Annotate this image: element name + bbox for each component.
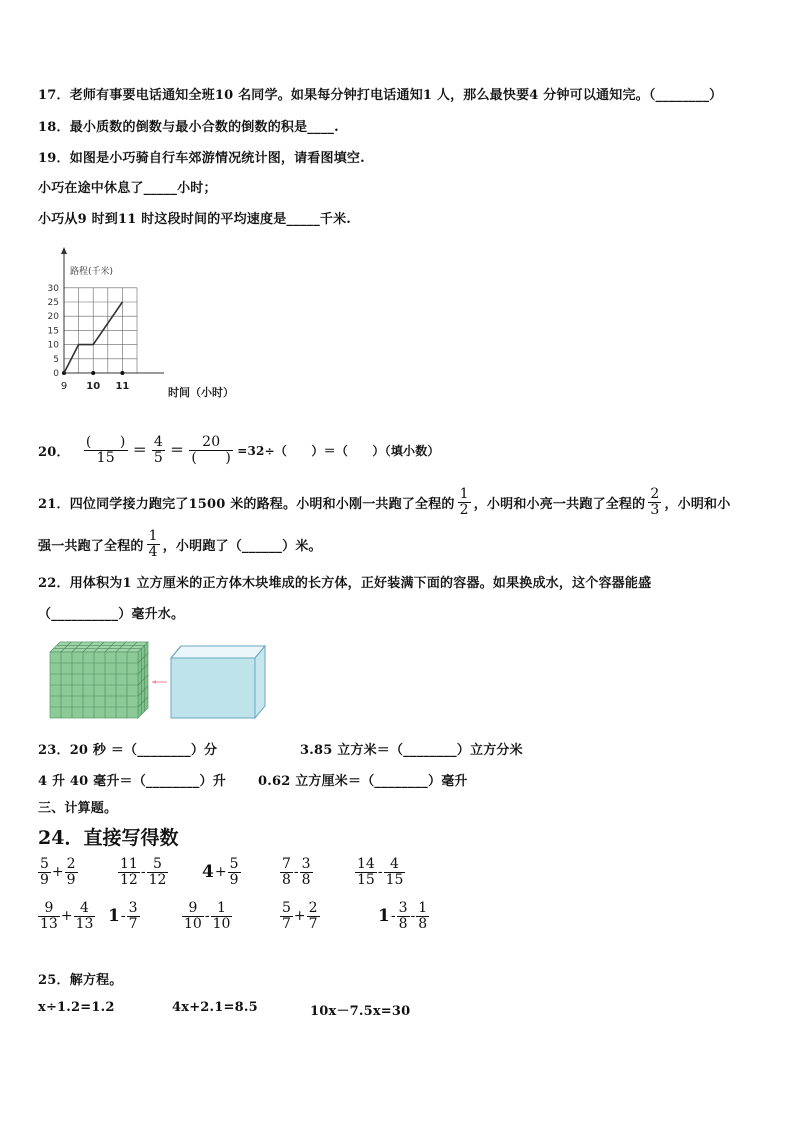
- operator: -: [204, 908, 210, 925]
- y-tick-label: 0: [53, 369, 59, 379]
- fraction: $\frac{5}{12}$: [148, 856, 167, 888]
- fraction: $\frac{11}{12}$: [120, 856, 138, 888]
- block-stack-and-container-figure: [46, 640, 276, 726]
- expression: [280, 857, 313, 887]
- expression: [280, 901, 320, 931]
- operator: -: [377, 864, 383, 881]
- expression: [202, 857, 241, 887]
- expression: [38, 901, 95, 931]
- section-3-title: 三、计算题。: [38, 801, 118, 816]
- expression: [108, 901, 140, 931]
- fraction: $\frac{9}{13}$: [40, 900, 58, 932]
- operator: -: [120, 908, 126, 925]
- fraction: $\frac{4}{13}$: [75, 900, 94, 932]
- fraction: $\frac{2}{9}$: [66, 856, 76, 888]
- question-22: 22．用体积为1 立方厘米的正方体木块堆成的长方体，正好装满下面的容器。如果换成水，这个容器能盛: [38, 576, 652, 591]
- question-19-blank-2: 小巧从9 时到11 时这段时间的平均速度是_____千米.: [38, 212, 352, 227]
- y-tick-label: 10: [47, 340, 59, 351]
- question-22-blank: （__________）毫升水。: [38, 607, 185, 622]
- operator: +: [214, 864, 227, 881]
- fraction: $\frac{1}{8}$: [418, 900, 428, 932]
- question-17: 17．老师有事要电话通知全班10 名同学。如果每分钟打电话通知1 人，那么最快要4 分钟可以通知完。（________）: [38, 88, 723, 103]
- x-tick-label: 11: [115, 381, 130, 392]
- q21-fraction-two-thirds: $\frac{2}{3}$: [650, 485, 660, 518]
- q21-fraction-quarter: $\frac{1}{4}$: [148, 527, 158, 560]
- fraction: $\frac{14}{15}$: [357, 856, 375, 888]
- question-18: 18．最小质数的倒数与最小合数的倒数的积是____.: [38, 120, 339, 135]
- container: [171, 646, 265, 718]
- equation-1: x÷1.2=1.2: [38, 1000, 115, 1015]
- chart-y-label: 路程(千米): [70, 267, 114, 277]
- whole-number: 1: [108, 906, 120, 927]
- y-tick-label: 20: [47, 312, 59, 323]
- chart-axes: [61, 247, 164, 373]
- question-24-title: 24．直接写得数: [38, 827, 179, 849]
- q21-fraction-half: $\frac{1}{2}$: [459, 485, 469, 518]
- x-tick-label: 9: [60, 381, 68, 392]
- fraction: $\frac{9}{10}$: [184, 900, 202, 932]
- y-tick-label: 30: [47, 283, 59, 294]
- expression: [38, 857, 78, 887]
- fraction: $\frac{5}{7}$: [282, 900, 291, 932]
- x-tick-dot: [120, 371, 124, 375]
- x-tick-label: 10: [86, 381, 101, 392]
- fraction: $\frac{5}{9}$: [40, 856, 49, 888]
- fraction: $\frac{3}{8}$: [398, 900, 408, 932]
- whole-number: 4: [202, 862, 214, 883]
- operator: +: [293, 908, 306, 925]
- y-tick-label: 5: [53, 354, 59, 365]
- q20-fraction-1: $\frac{( )}{15}$: [84, 435, 128, 465]
- fraction: $\frac{1}{10}$: [212, 900, 231, 932]
- distance-time-chart: [38, 240, 268, 405]
- fraction: $\frac{5}{9}$: [229, 856, 239, 888]
- expression: [355, 857, 405, 887]
- operator: -: [140, 864, 146, 881]
- question-21-line-2: 强一共跑了全程的 $\frac{1}{4}$ ，小明跑了（______）米。: [38, 527, 322, 560]
- question-23-a: 23．20 秒 ＝（________）分: [38, 743, 218, 758]
- fraction: $\frac{7}{8}$: [282, 856, 291, 888]
- operator: -: [410, 908, 416, 925]
- question-25-title: 25．解方程。: [38, 973, 123, 988]
- x-tick-dot: [91, 371, 95, 375]
- question-19-blank-1: 小巧在途中休息了_____小时；: [38, 181, 217, 196]
- chart-x-label: 时间（小时）: [168, 386, 234, 399]
- y-axis-arrow-icon: [61, 247, 67, 254]
- fraction: $\frac{3}{7}$: [128, 900, 138, 932]
- expression: [378, 901, 429, 931]
- chart-grid: [64, 288, 137, 373]
- q20-fraction-3: $\frac{20}{( )}$: [189, 435, 233, 465]
- q20-number: 20．: [38, 444, 70, 460]
- fraction: $\frac{3}{8}$: [301, 856, 311, 888]
- q20-fraction-2: $\frac{4}{5}$: [153, 433, 164, 466]
- fraction: $\frac{2}{7}$: [308, 900, 318, 932]
- y-tick-label: 25: [47, 298, 59, 308]
- q20-tail: =32÷（ ）＝（ ）（填小数）: [237, 443, 440, 458]
- operator: +: [60, 908, 73, 925]
- expression: [182, 901, 232, 931]
- cube-stack: [50, 642, 148, 718]
- question-23-c: 4 升 40 毫升＝（________）升: [38, 774, 226, 789]
- question-23-d: 0.62 立方厘米＝（________）毫升: [258, 774, 468, 789]
- whole-number: 1: [378, 906, 390, 927]
- question-19: 19．如图是小巧骑自行车郊游情况统计图，请看图填空.: [38, 151, 365, 166]
- operator: -: [390, 908, 396, 925]
- equation-3: 10x－7.5x=30: [310, 1004, 411, 1019]
- y-tick-label: 15: [47, 326, 59, 337]
- question-23-b: 3.85 立方米＝（________）立方分米: [300, 743, 523, 758]
- expression: [118, 857, 168, 887]
- operator: -: [293, 864, 299, 881]
- equation-2: 4x+2.1=8.5: [172, 1000, 258, 1015]
- question-21-line-1: 21．四位同学接力跑完了1500 米的路程。小明和小刚一共跑了全程的 $\frac{1}{2}$ ，小明和小亮一共跑了全程的 $\frac{2}{3}$ ，小明和小: [38, 485, 731, 518]
- operator: +: [51, 864, 64, 881]
- fraction: $\frac{4}{15}$: [385, 856, 404, 888]
- question-20: 20． $\frac{( )}{15}$ ＝ $\frac{4}{5}$ ＝ $\frac{20}{( )}$ =32÷（ ）＝（ ）（填小数）: [38, 433, 440, 466]
